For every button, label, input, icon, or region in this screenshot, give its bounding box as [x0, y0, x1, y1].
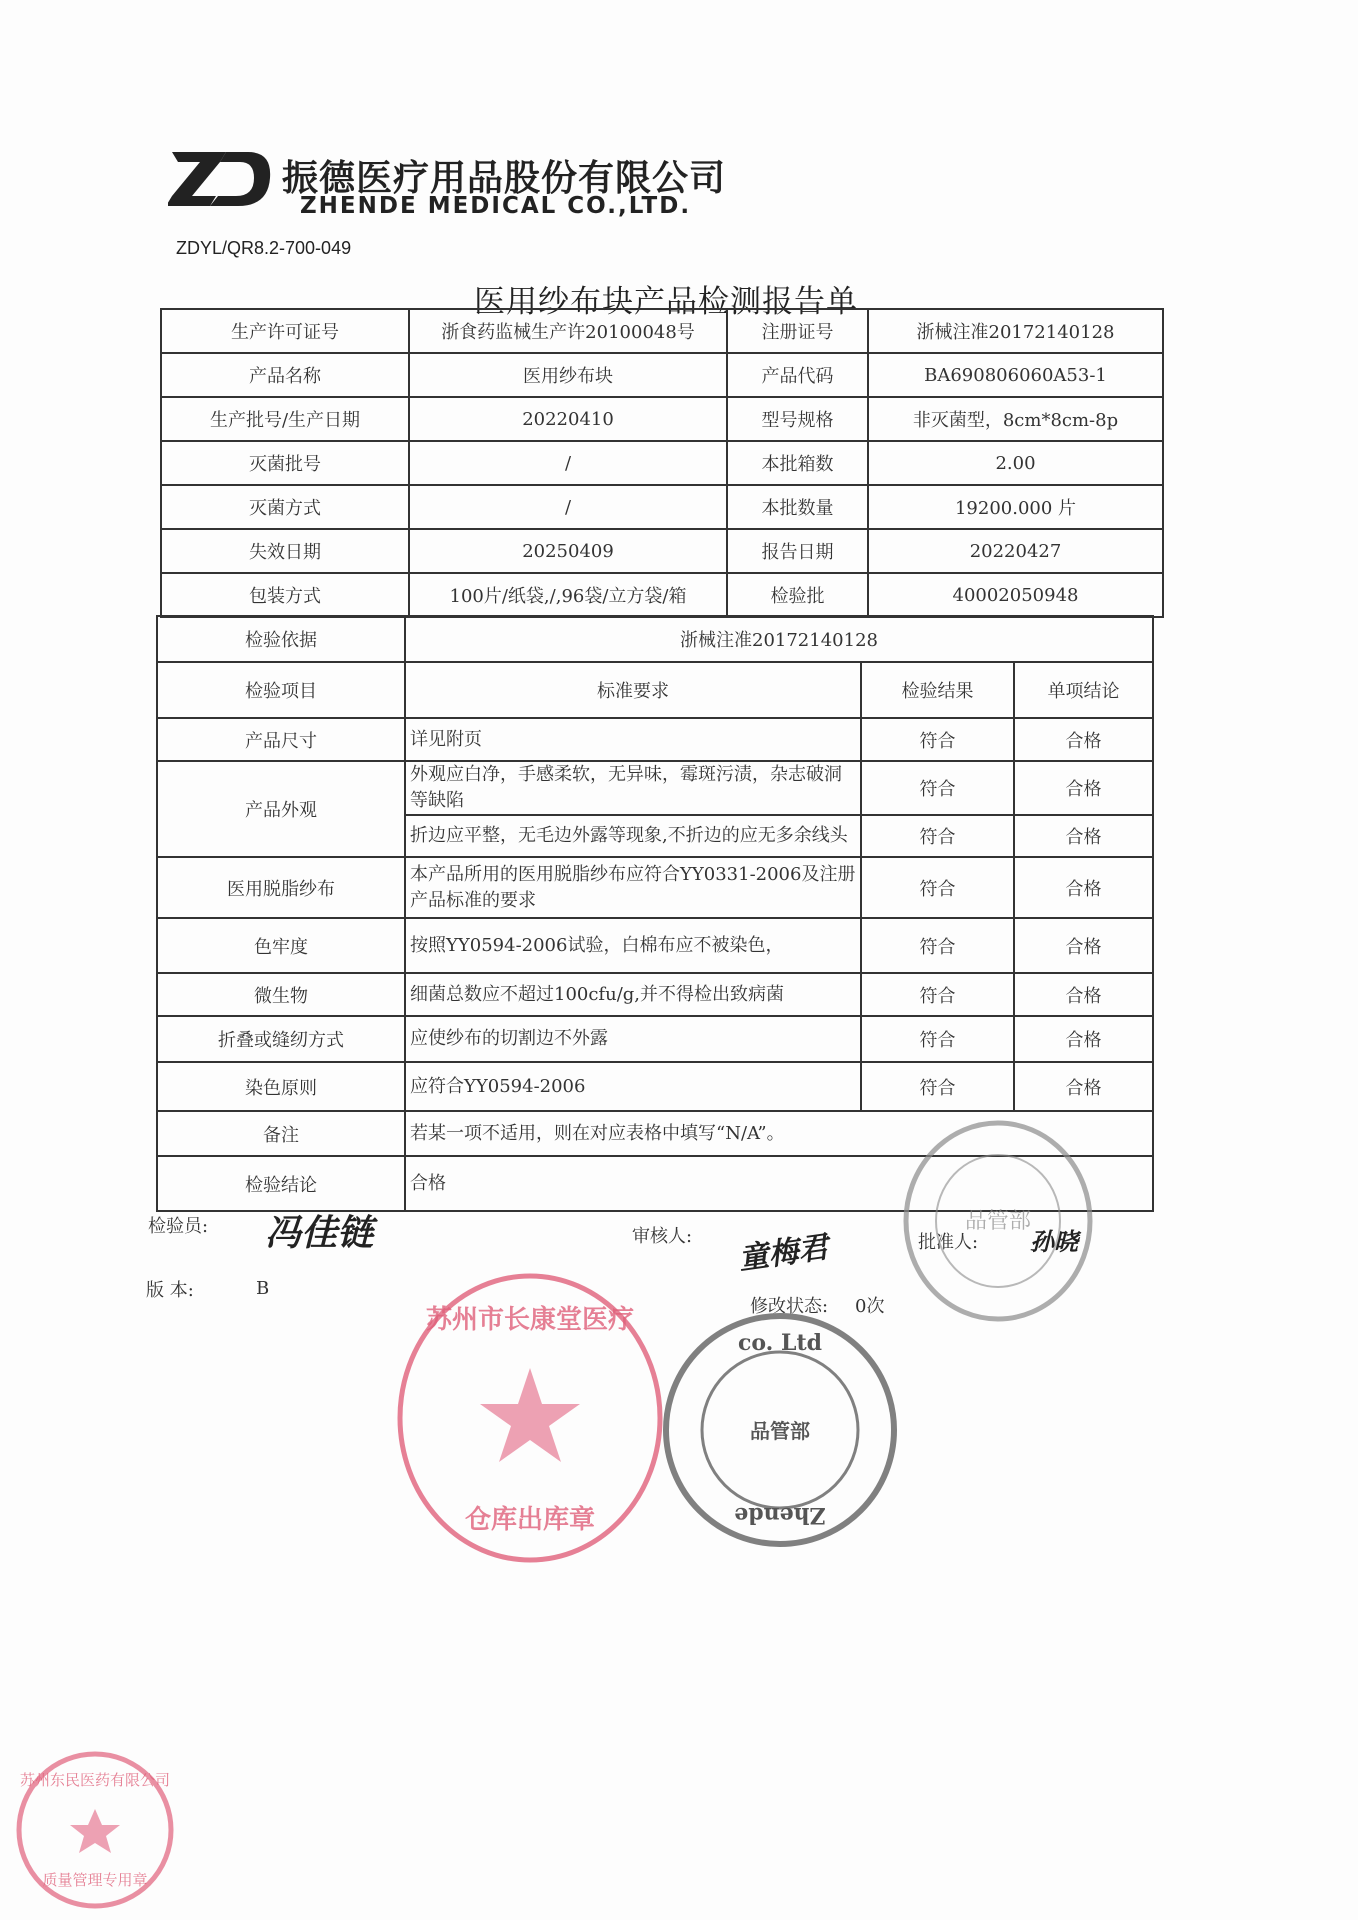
revision-label: 修改状态:	[750, 1296, 829, 1317]
info-row	[161, 529, 1163, 573]
test-conclusion: 合格	[1014, 718, 1153, 761]
basis-label: 检验依据	[157, 616, 405, 662]
basis-row	[157, 616, 1153, 662]
test-result: 符合	[861, 918, 1014, 973]
svg-text:co. Ltd: co. Ltd	[737, 1330, 823, 1356]
info-row	[161, 441, 1163, 485]
version-label: 版 本:	[146, 1280, 194, 1301]
test-conclusion: 合格	[1014, 857, 1153, 918]
svg-text:苏州东民医药有限公司: 苏州东民医药有限公司	[19, 1771, 171, 1789]
info-label: 失效日期	[161, 529, 409, 573]
page-title: 医用纱布块产品检测报告单	[474, 284, 858, 320]
table-row	[157, 1062, 1153, 1111]
info-label: 生产批号/生产日期	[161, 397, 409, 441]
info-row	[161, 485, 1163, 529]
revision-value: 0次	[855, 1296, 885, 1317]
info-row	[161, 397, 1163, 441]
remarks-value: 若某一项不适用，则在对应表格中填写“N/A”。	[405, 1111, 1153, 1156]
info-value: /	[409, 485, 727, 529]
info-row	[161, 353, 1163, 397]
info-value: 医用纱布块	[409, 353, 727, 397]
zd-logo-icon	[168, 148, 274, 210]
info-value: 19200.000 片	[868, 485, 1163, 529]
svg-text:仓库出库章: 仓库出库章	[464, 1505, 596, 1535]
info-label: 本批箱数	[727, 441, 868, 485]
info-value: 20220410	[409, 397, 727, 441]
table-row	[157, 761, 1153, 815]
red-warehouse-stamp	[392, 1268, 668, 1568]
table-row	[157, 718, 1153, 761]
company-name-cn: 振德医疗用品股份有限公司	[282, 158, 727, 199]
test-result: 符合	[861, 1062, 1014, 1111]
test-result: 符合	[861, 815, 1014, 857]
table-row	[157, 973, 1153, 1016]
header-conclusion: 单项结论	[1014, 662, 1153, 718]
info-value: 浙食药监械生产许20100048号	[409, 309, 727, 353]
test-item: 染色原则	[157, 1062, 405, 1111]
reviewer-label: 审核人:	[632, 1226, 693, 1247]
info-value: /	[409, 441, 727, 485]
reviewer-signature: 童梅君	[736, 1229, 831, 1278]
test-requirement: 详见附页	[405, 718, 861, 761]
basis-value: 浙械注准20172140128	[405, 616, 1153, 662]
svg-text:品管部: 品管部	[964, 1209, 1032, 1234]
test-result: 符合	[861, 761, 1014, 815]
test-item: 医用脱脂纱布	[157, 857, 405, 918]
test-item: 微生物	[157, 973, 405, 1016]
info-label: 生产许可证号	[161, 309, 409, 353]
header-requirement: 标准要求	[405, 662, 861, 718]
remarks-label: 备注	[157, 1111, 405, 1156]
test-conclusion: 合格	[1014, 1016, 1153, 1062]
svg-text:质量管理专用章: 质量管理专用章	[42, 1871, 148, 1889]
info-value: 40002050948	[868, 573, 1163, 617]
info-label: 注册证号	[727, 309, 868, 353]
test-conclusion: 合格	[1014, 973, 1153, 1016]
info-row	[161, 573, 1163, 617]
test-requirement: 折边应平整，无毛边外露等现象,不折边的应无多余线头	[405, 815, 861, 857]
info-value: 非灭菌型，8cm*8cm-8p	[868, 397, 1163, 441]
inspector-signature: 冯佳链	[265, 1212, 374, 1254]
info-value: 2.00	[868, 441, 1163, 485]
test-requirement: 外观应白净，手感柔软，无异味，霉斑污渍，杂志破洞等缺陷	[405, 761, 861, 815]
test-result: 符合	[861, 1016, 1014, 1062]
info-label: 灭菌方式	[161, 485, 409, 529]
info-label: 本批数量	[727, 485, 868, 529]
qa-dept-stamp	[898, 1116, 1098, 1326]
info-value: 20220427	[868, 529, 1163, 573]
test-conclusion: 合格	[1014, 918, 1153, 973]
svg-text:Zhende: Zhende	[734, 1502, 826, 1528]
approver-signature: 孙晓	[1030, 1227, 1078, 1256]
test-item: 产品尺寸	[157, 718, 405, 761]
test-item: 色牢度	[157, 918, 405, 973]
header-result: 检验结果	[861, 662, 1014, 718]
info-row	[161, 309, 1163, 353]
table-row	[157, 1016, 1153, 1062]
info-value: 20250409	[409, 529, 727, 573]
test-conclusion: 合格	[1014, 1062, 1153, 1111]
product-info-table	[160, 308, 1164, 618]
info-label: 灭菌批号	[161, 441, 409, 485]
test-requirement: 应使纱布的切割边不外露	[405, 1016, 861, 1062]
table-row	[157, 918, 1153, 973]
test-requirement: 按照YY0594-2006试验，白棉布应不被染色，	[405, 918, 861, 973]
test-requirement: 细菌总数应不超过100cfu/g,并不得检出致病菌	[405, 973, 861, 1016]
info-label: 产品代码	[727, 353, 868, 397]
info-label: 报告日期	[727, 529, 868, 573]
test-conclusion: 合格	[1014, 761, 1153, 815]
conclusion-label: 检验结论	[157, 1156, 405, 1211]
test-header-row	[157, 662, 1153, 718]
svg-text:品管部: 品管部	[750, 1419, 810, 1443]
header-item: 检验项目	[157, 662, 405, 718]
test-requirement: 本产品所用的医用脱脂纱布应符合YY0331-2006及注册产品标准的要求	[405, 857, 861, 918]
test-item: 折叠或缝纫方式	[157, 1016, 405, 1062]
info-label: 检验批	[727, 573, 868, 617]
info-value: 100片/纸袋,/,96袋/立方袋/箱	[409, 573, 727, 617]
version-value: B	[256, 1278, 270, 1299]
test-item: 产品外观	[157, 761, 405, 857]
quality-corner-stamp	[10, 1745, 180, 1915]
info-value: 浙械注准20172140128	[868, 309, 1163, 353]
info-value: BA690806060A53-1	[868, 353, 1163, 397]
table-row	[157, 857, 1153, 918]
svg-text:苏州市长康堂医疗: 苏州市长康堂医疗	[425, 1305, 635, 1335]
approver-label: 批准人:	[918, 1232, 979, 1253]
company-name-en: ZHENDE MEDICAL CO.,LTD.	[300, 193, 692, 219]
info-label: 产品名称	[161, 353, 409, 397]
zhende-qa-stamp	[660, 1310, 900, 1550]
info-label: 型号规格	[727, 397, 868, 441]
test-requirement: 应符合YY0594-2006	[405, 1062, 861, 1111]
test-result: 符合	[861, 718, 1014, 761]
test-result: 符合	[861, 857, 1014, 918]
conclusion-value: 合格	[405, 1156, 1153, 1211]
test-result: 符合	[861, 973, 1014, 1016]
test-conclusion: 合格	[1014, 815, 1153, 857]
inspector-label: 检验员:	[148, 1216, 209, 1237]
info-label: 包装方式	[161, 573, 409, 617]
document-code: ZDYL/QR8.2-700-049	[176, 238, 352, 258]
